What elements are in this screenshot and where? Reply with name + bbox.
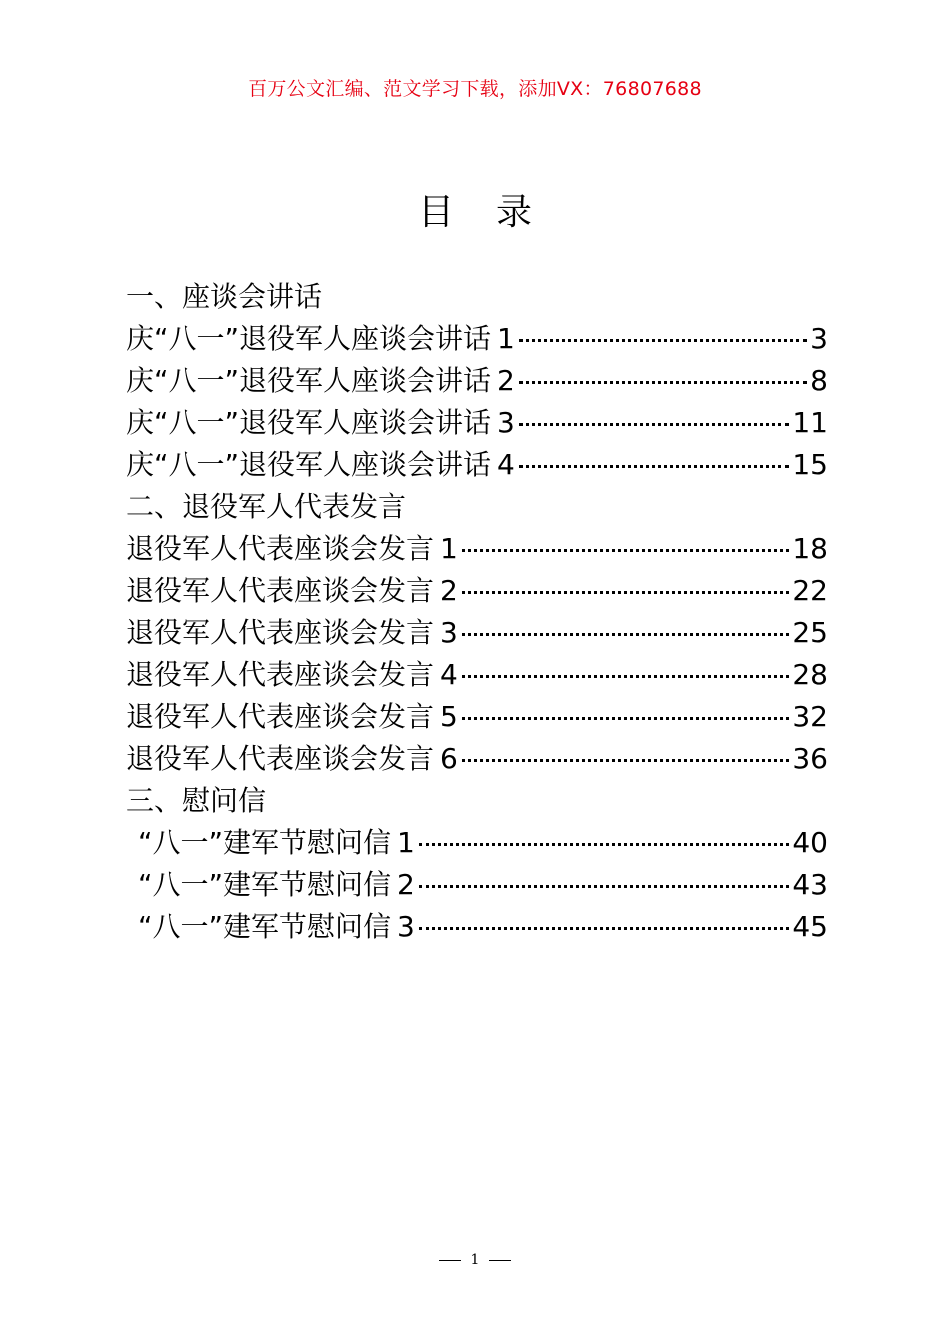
toc-section-heading: 三、慰问信 — [126, 784, 267, 817]
toc-entry-number: 2 — [497, 364, 515, 397]
toc-entry[interactable] — [126, 738, 828, 780]
toc-entry-number: 3 — [397, 910, 415, 943]
toc-section-heading: 一、座谈会讲话 — [126, 280, 323, 313]
page-footer — [0, 1252, 950, 1268]
toc-entry-number: 6 — [440, 742, 458, 775]
toc-entry-number: 3 — [497, 406, 515, 439]
toc-leader-dots — [419, 885, 790, 888]
toc-entry-number: 1 — [497, 322, 515, 355]
toc-section-heading: 二、退役军人代表发言 — [126, 490, 407, 523]
toc-entry-number: 3 — [440, 616, 458, 649]
toc-entry[interactable] — [126, 654, 828, 696]
toc-entry-label: 庆“八一”退役军人座谈会讲话 — [126, 364, 492, 397]
toc-entry-page: 22 — [792, 574, 828, 607]
toc-entry[interactable] — [126, 570, 828, 612]
toc-entry-page: 40 — [792, 826, 828, 859]
toc-entry-page: 18 — [792, 532, 828, 565]
toc-entry-number: 5 — [440, 700, 458, 733]
toc-leader-dots — [519, 339, 807, 342]
toc-entry-label: “八一”建军节慰问信 — [138, 868, 392, 901]
toc-entry-page: 32 — [792, 700, 828, 733]
toc-entry[interactable] — [126, 696, 828, 738]
toc-entry-page: 43 — [792, 868, 828, 901]
toc-entry-page: 36 — [792, 742, 828, 775]
toc-entry-page: 25 — [792, 616, 828, 649]
toc-entry-label: 庆“八一”退役军人座谈会讲话 — [126, 448, 492, 481]
footer-page-number: 1 — [470, 1252, 480, 1268]
footer-dash-right — [489, 1260, 511, 1261]
toc-leader-dots — [519, 465, 790, 468]
toc-entry-label: “八一”建军节慰问信 — [138, 826, 392, 859]
toc-entry-page: 15 — [792, 448, 828, 481]
toc-entry[interactable] — [126, 612, 828, 654]
toc-entry-page: 3 — [810, 322, 828, 355]
toc-entry-number: 2 — [440, 574, 458, 607]
page-title-right: 录 — [496, 192, 533, 233]
toc-leader-dots — [419, 927, 790, 930]
toc-leader-dots — [462, 591, 790, 594]
toc-leader-dots — [462, 549, 790, 552]
toc-leader-dots — [462, 633, 790, 636]
toc-entry-label: 退役军人代表座谈会发言 — [126, 658, 435, 691]
toc-entry-page: 45 — [792, 910, 828, 943]
toc-entry-label: 退役军人代表座谈会发言 — [126, 574, 435, 607]
toc-entry-number: 4 — [440, 658, 458, 691]
toc-entry[interactable] — [126, 360, 828, 402]
toc-entry-label: 庆“八一”退役军人座谈会讲话 — [126, 406, 492, 439]
toc-entry-label: 退役军人代表座谈会发言 — [126, 742, 435, 775]
page-title — [0, 184, 950, 235]
toc-entry[interactable] — [126, 444, 828, 486]
toc-entry-page: 8 — [810, 364, 828, 397]
toc-leader-dots — [519, 381, 807, 384]
toc-entry[interactable] — [126, 318, 828, 360]
toc-leader-dots — [519, 423, 790, 426]
toc-entry-label: 退役军人代表座谈会发言 — [126, 532, 435, 565]
toc-entry-label: 庆“八一”退役军人座谈会讲话 — [126, 322, 492, 355]
table-of-contents — [126, 276, 828, 948]
toc-entry[interactable] — [126, 864, 828, 906]
toc-entry-number: 2 — [397, 868, 415, 901]
toc-leader-dots — [419, 843, 790, 846]
toc-entry-number: 4 — [497, 448, 515, 481]
page-title-left: 目 — [417, 192, 454, 233]
toc-leader-dots — [462, 717, 790, 720]
toc-entry[interactable] — [126, 906, 828, 948]
toc-entry[interactable] — [126, 402, 828, 444]
toc-entry-number: 1 — [397, 826, 415, 859]
toc-entry[interactable] — [126, 528, 828, 570]
toc-leader-dots — [462, 759, 790, 762]
toc-entry-page: 28 — [792, 658, 828, 691]
toc-entry-label: 退役军人代表座谈会发言 — [126, 616, 435, 649]
toc-entry-page: 11 — [792, 406, 828, 439]
toc-leader-dots — [462, 675, 790, 678]
toc-entry-label: 退役军人代表座谈会发言 — [126, 700, 435, 733]
header-watermark-note: 百万公文汇编、范文学习下载，添加VX：76807688 — [248, 78, 702, 100]
footer-dash-left — [439, 1260, 461, 1261]
toc-entry-number: 1 — [440, 532, 458, 565]
toc-entry[interactable] — [126, 822, 828, 864]
toc-entry-label: “八一”建军节慰问信 — [138, 910, 392, 943]
